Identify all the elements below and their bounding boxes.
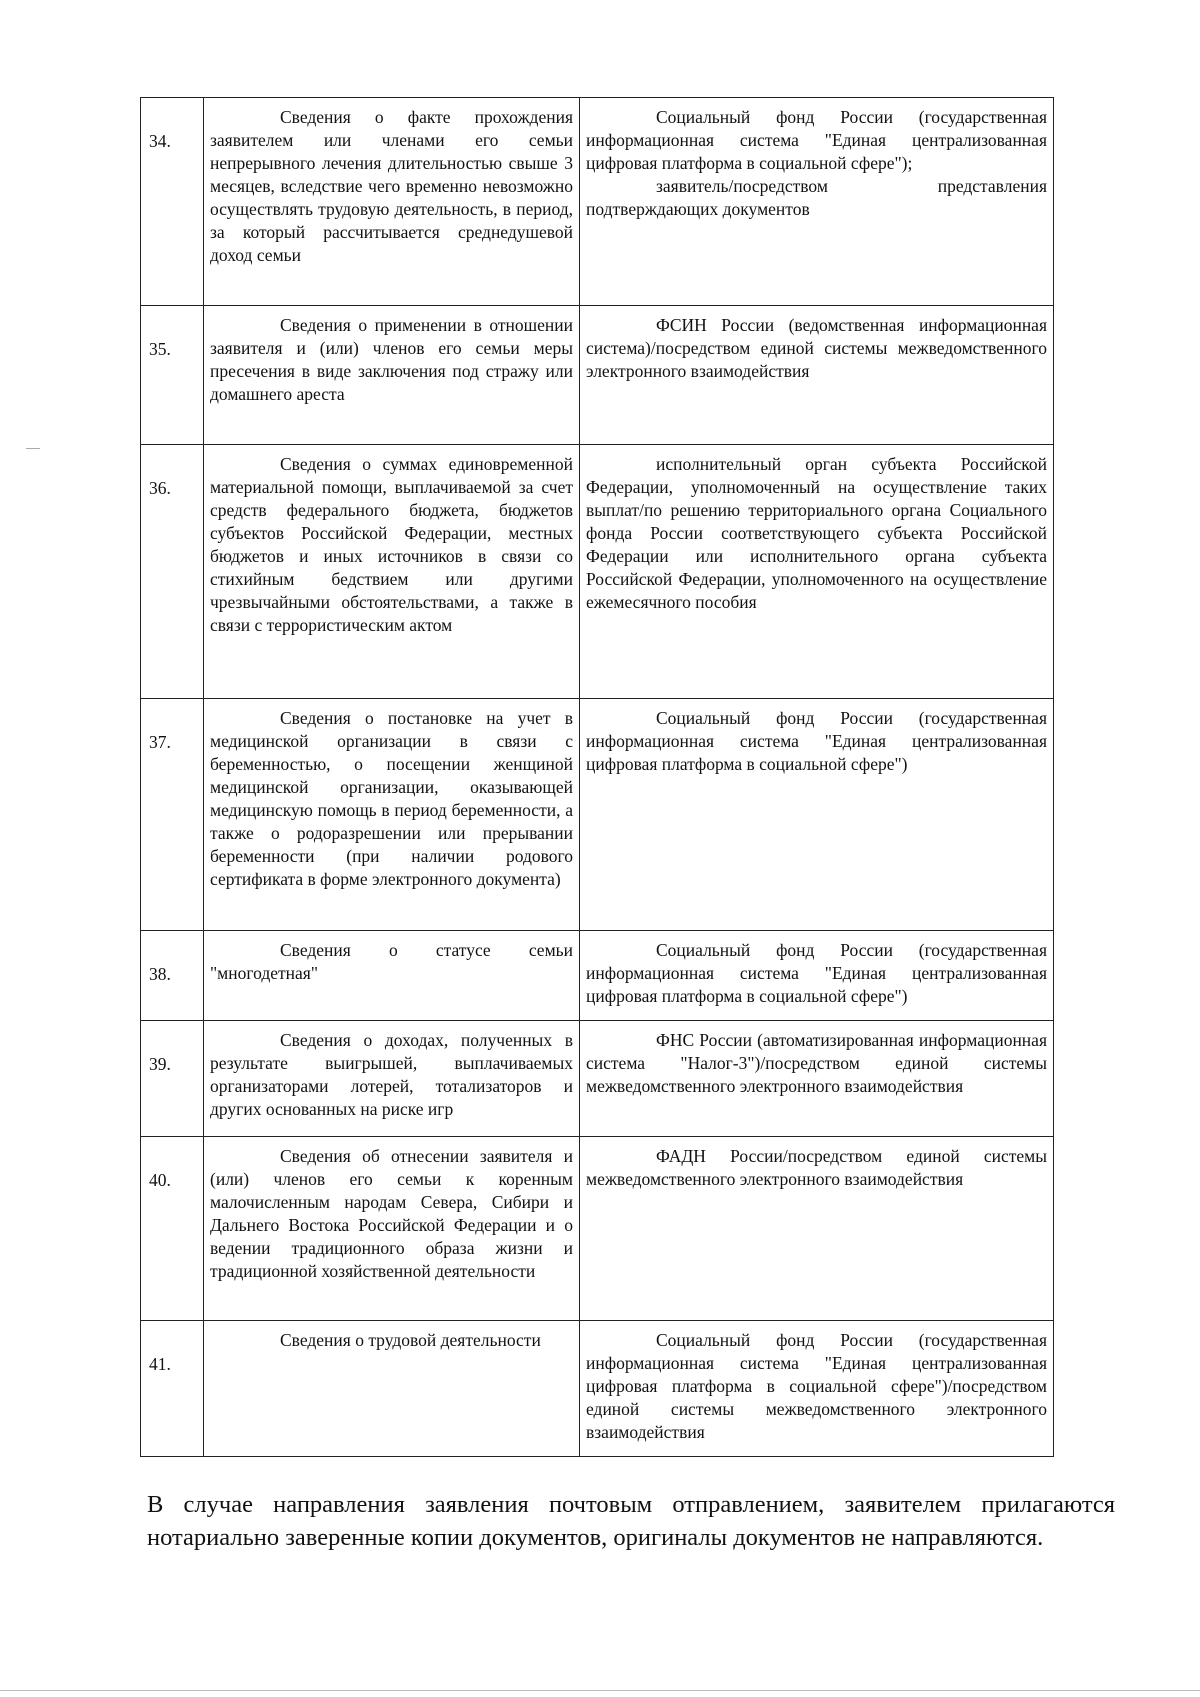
info-text: Сведения о трудовой деятельности	[280, 1330, 541, 1350]
info-text: Сведения о статусе семьи "многодетная"	[210, 940, 573, 983]
info-text: Сведения о суммах единовременной материальной помощи, выплачиваемой за счет средств федерального бюджета, бюджетов субъектов Российской Федерации, местных бюджетов и иных источников в связи со стихийным бедствием или другими чрезвычайными обстоятельствами, а также в связи с террористическим актом	[210, 454, 573, 635]
table-row	[141, 1021, 1054, 1137]
source-cell	[580, 931, 1054, 1021]
info-text: Сведения о доходах, полученных в результате выигрышей, выплачиваемых организаторами лотерей, тотализаторов и других основанных на риске игр	[210, 1030, 573, 1119]
table-row	[141, 1137, 1054, 1321]
info-cell	[204, 98, 580, 306]
info-cell	[204, 1321, 580, 1457]
info-cell	[204, 306, 580, 445]
row-number: 38.	[141, 931, 204, 1021]
source-cell	[580, 1137, 1054, 1321]
info-cell	[204, 931, 580, 1021]
source-text: ФАДН России/посредством единой системы межведомственного электронного взаимодействия	[586, 1146, 1047, 1189]
row-number: 37.	[141, 699, 204, 931]
table-row	[141, 699, 1054, 931]
source-text: ФНС России (автоматизированная информационная система "Налог-3")/посредством единой системы межведомственного электронного взаимодействия	[586, 1030, 1047, 1096]
source-text: исполнительный орган субъекта Российской Федерации, уполномоченный на осуществление таких выплат/по решению территориального органа Социального фонда России соответствующего субъекта Российской Федерации или исполнительного органа субъекта Российской Федерации, уполномоченного на осуществление ежемесячного пособия	[586, 454, 1047, 612]
source-cell	[580, 1321, 1054, 1457]
info-cell	[204, 699, 580, 931]
source-text: Социальный фонд России (государственная информационная система "Единая централизованная цифровая платформа в социальной сфере");	[586, 107, 1047, 173]
info-text: Сведения о постановке на учет в медицинской организации в связи с беременностью, о посещении женщиной медицинской организации, оказывающей медицинскую помощь в период беременности, а также о родоразрешении или прерывании беременности (при наличии родового сертификата в форме электронного документа)	[210, 708, 573, 889]
info-text: Сведения о применении в отношении заявителя и (или) членов его семьи меры пресечения в виде заключения под стражу или домашнего ареста	[210, 315, 573, 404]
source-cell	[580, 699, 1054, 931]
table-row	[141, 445, 1054, 699]
source-text: Социальный фонд России (государственная информационная система "Единая централизованная цифровая платформа в социальной сфере")	[586, 940, 1047, 1006]
row-number: 39.	[141, 1021, 204, 1137]
row-number: 35.	[141, 306, 204, 445]
documents-table	[140, 97, 1054, 1457]
source-cell	[580, 1021, 1054, 1137]
source-text: Социальный фонд России (государственная информационная система "Единая централизованная цифровая платформа в социальной сфере")	[586, 708, 1047, 774]
info-text: Сведения об отнесении заявителя и (или) членов его семьи к коренным малочисленным народам Севера, Сибири и Дальнего Востока Российской Федерации и о ведении традиционного образа жизни и традиционной хозяйственной деятельности	[210, 1146, 573, 1281]
info-cell	[204, 1137, 580, 1321]
table-row	[141, 1321, 1054, 1457]
source-cell	[580, 98, 1054, 306]
source-text: ФСИН России (ведомственная информационная система)/посредством единой системы межведомственного электронного взаимодействия	[586, 315, 1047, 381]
source-text: заявитель/посредством представления подтверждающих документов	[586, 176, 1047, 219]
row-number: 41.	[141, 1321, 204, 1457]
footer-paragraph: В случае направления заявления почтовым отправлением, заявителем прилагаются нотариально заверенные копии документов, оригиналы документов не направляются.	[147, 1491, 1115, 1551]
table-row	[141, 98, 1054, 306]
info-cell	[204, 445, 580, 699]
table-row	[141, 931, 1054, 1021]
row-number: 36.	[141, 445, 204, 699]
row-number: 40.	[141, 1137, 204, 1321]
info-cell	[204, 1021, 580, 1137]
source-text: Социальный фонд России (государственная информационная система "Единая централизованная цифровая платформа в социальной сфере")/посредством единой системы межведомственного электронного взаимодействия	[586, 1330, 1047, 1442]
page-bottom-rule	[0, 1690, 1200, 1691]
margin-mark	[26, 448, 40, 449]
source-cell	[580, 306, 1054, 445]
table-row	[141, 306, 1054, 445]
source-cell	[580, 445, 1054, 699]
info-text: Сведения о факте прохождения заявителем или членами его семьи непрерывного лечения длительностью свыше 3 месяцев, вследствие чего временно невозможно осуществлять трудовую деятельность, в период, за который рассчитывается среднедушевой доход семьи	[210, 107, 573, 265]
row-number: 34.	[141, 98, 204, 306]
